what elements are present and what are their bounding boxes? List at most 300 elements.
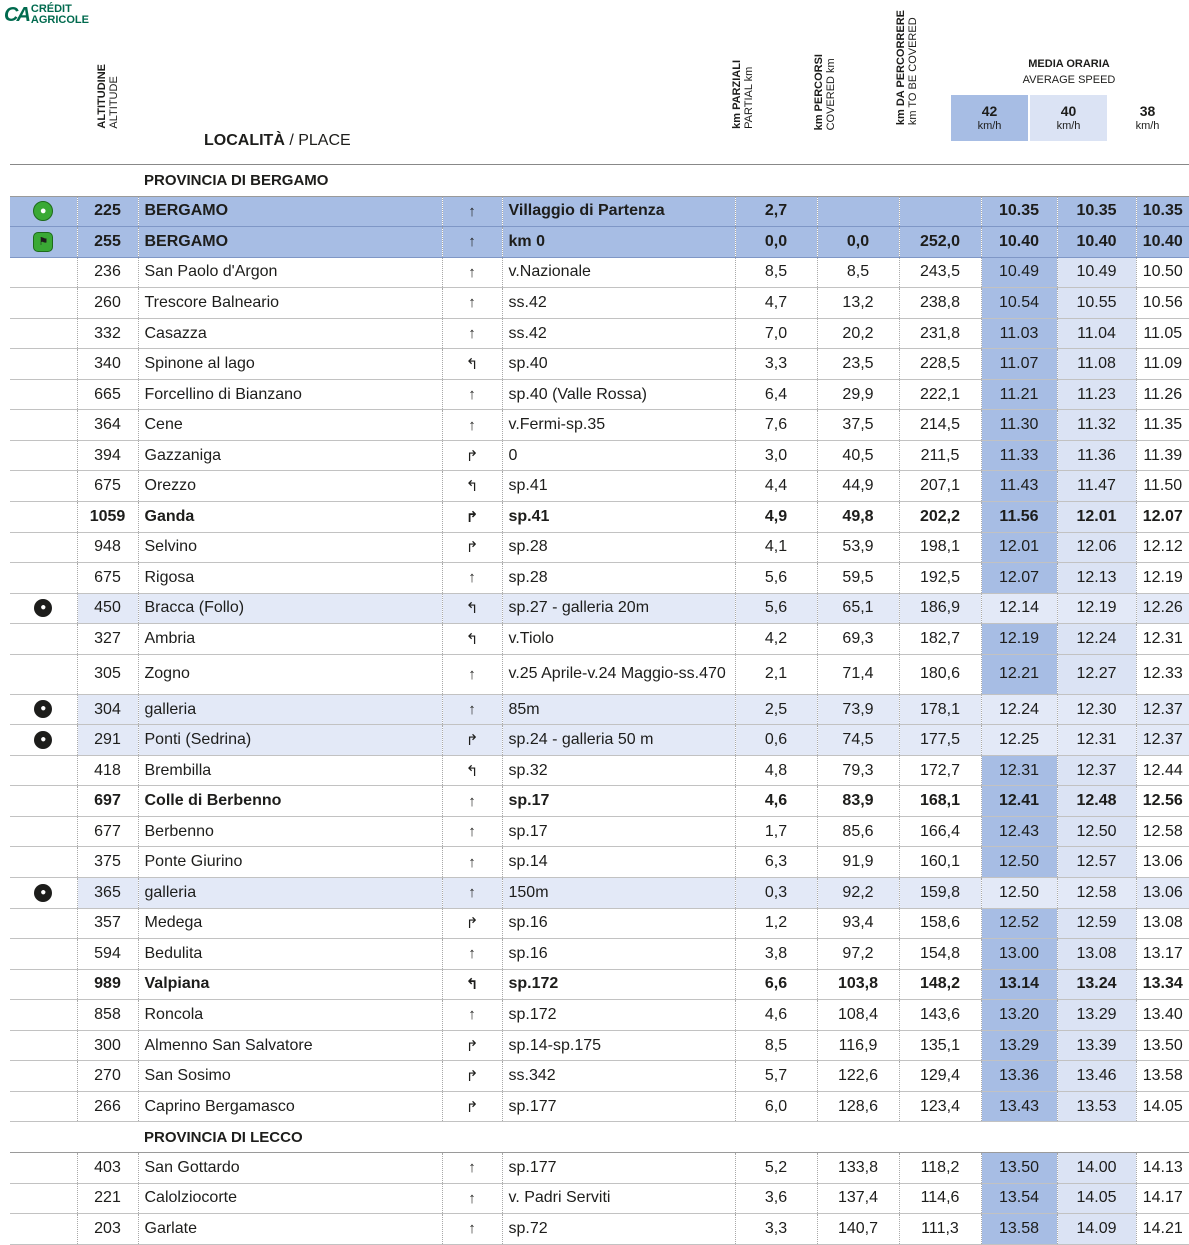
table-row bbox=[10, 227, 1189, 258]
road-cell: sp.177 bbox=[502, 1152, 735, 1183]
road-cell: sp.16 bbox=[502, 908, 735, 939]
km-to-be-covered-cell: 166,4 bbox=[899, 816, 981, 847]
row-icon-cell bbox=[10, 969, 77, 1000]
road-cell: ss.342 bbox=[502, 1061, 735, 1092]
covered-km-cell: 8,5 bbox=[817, 257, 899, 288]
partial-km-cell: 4,2 bbox=[735, 624, 817, 655]
direction-arrow-icon: ↰ bbox=[442, 755, 502, 786]
km-to-be-covered-cell: 111,3 bbox=[899, 1214, 981, 1245]
row-icon-cell bbox=[10, 1152, 77, 1183]
time-42-cell: 13.36 bbox=[981, 1061, 1057, 1092]
table-row bbox=[10, 563, 1189, 594]
road-cell: sp.14 bbox=[502, 847, 735, 878]
road-cell: v.25 Aprile-v.24 Maggio-ss.470 bbox=[502, 654, 735, 694]
altitude-cell: 1059 bbox=[77, 502, 138, 533]
table-row bbox=[10, 196, 1189, 227]
table-row bbox=[10, 878, 1189, 909]
road-cell: v. Padri Serviti bbox=[502, 1183, 735, 1214]
row-icon-cell bbox=[10, 196, 77, 227]
direction-arrow-icon: ↰ bbox=[442, 471, 502, 502]
direction-arrow-icon: ↱ bbox=[442, 725, 502, 756]
place-header: LOCALITÀ / PLACE bbox=[204, 132, 351, 149]
covered-km-cell: 133,8 bbox=[817, 1152, 899, 1183]
partial-km-cell: 2,5 bbox=[735, 694, 817, 725]
time-40-cell: 12.48 bbox=[1057, 786, 1136, 817]
altitude-cell: 450 bbox=[77, 593, 138, 624]
time-42-cell: 12.52 bbox=[981, 908, 1057, 939]
place-cell: Almenno San Salvatore bbox=[138, 1030, 442, 1061]
partial-km-cell: 5,7 bbox=[735, 1061, 817, 1092]
place-cell: Colle di Berbenno bbox=[138, 786, 442, 817]
covered-km-cell: 103,8 bbox=[817, 969, 899, 1000]
altitude-cell: 221 bbox=[77, 1183, 138, 1214]
road-cell: 0 bbox=[502, 440, 735, 471]
speed-40-header: 40 km/h bbox=[1030, 95, 1107, 141]
table-row bbox=[10, 1000, 1189, 1031]
time-40-cell: 12.57 bbox=[1057, 847, 1136, 878]
time-38-cell: 10.40 bbox=[1136, 227, 1189, 258]
time-40-cell: 12.37 bbox=[1057, 755, 1136, 786]
covered-km-cell: 108,4 bbox=[817, 1000, 899, 1031]
partial-km-header: km PARZIALI PARTIAL km bbox=[731, 60, 755, 129]
partial-km-cell: 3,3 bbox=[735, 1214, 817, 1245]
altitude-cell: 394 bbox=[77, 440, 138, 471]
time-38-cell: 14.17 bbox=[1136, 1183, 1189, 1214]
road-cell: sp.16 bbox=[502, 939, 735, 970]
table-row bbox=[10, 379, 1189, 410]
road-cell: ss.42 bbox=[502, 318, 735, 349]
time-40-cell: 10.55 bbox=[1057, 288, 1136, 319]
time-40-cell: 11.23 bbox=[1057, 379, 1136, 410]
km-to-be-covered-cell: 172,7 bbox=[899, 755, 981, 786]
time-42-cell: 11.30 bbox=[981, 410, 1057, 441]
covered-km-cell: 140,7 bbox=[817, 1214, 899, 1245]
table-row bbox=[10, 1152, 1189, 1183]
road-cell: v.Tiolo bbox=[502, 624, 735, 655]
place-cell: Caprino Bergamasco bbox=[138, 1091, 442, 1122]
place-cell: Bracca (Follo) bbox=[138, 593, 442, 624]
tunnel-icon: ● bbox=[34, 700, 52, 718]
row-icon-cell bbox=[10, 725, 77, 756]
km-to-be-covered-cell: 231,8 bbox=[899, 318, 981, 349]
row-icon-cell bbox=[10, 847, 77, 878]
time-42-cell: 13.58 bbox=[981, 1214, 1057, 1245]
place-cell: galleria bbox=[138, 878, 442, 909]
time-40-cell: 11.08 bbox=[1057, 349, 1136, 380]
table-row bbox=[10, 593, 1189, 624]
table-row bbox=[10, 725, 1189, 756]
altitude-cell: 357 bbox=[77, 908, 138, 939]
road-cell: sp.177 bbox=[502, 1091, 735, 1122]
row-icon-cell bbox=[10, 1030, 77, 1061]
row-icon-cell bbox=[10, 563, 77, 594]
altitude-cell: 305 bbox=[77, 654, 138, 694]
table-row bbox=[10, 1091, 1189, 1122]
table-row bbox=[10, 1030, 1189, 1061]
time-42-cell: 11.56 bbox=[981, 502, 1057, 533]
partial-km-cell: 8,5 bbox=[735, 257, 817, 288]
time-38-cell: 12.26 bbox=[1136, 593, 1189, 624]
direction-arrow-icon: ↑ bbox=[442, 288, 502, 319]
road-cell: sp.14-sp.175 bbox=[502, 1030, 735, 1061]
time-42-cell: 11.03 bbox=[981, 318, 1057, 349]
time-38-cell: 13.58 bbox=[1136, 1061, 1189, 1092]
km-to-be-covered-cell: 222,1 bbox=[899, 379, 981, 410]
road-cell: Villaggio di Partenza bbox=[502, 196, 735, 227]
km-to-be-covered-cell: 211,5 bbox=[899, 440, 981, 471]
altitude-cell: 255 bbox=[77, 227, 138, 258]
credit-agricole-logo bbox=[4, 4, 89, 26]
time-38-cell: 11.35 bbox=[1136, 410, 1189, 441]
covered-km-cell: 20,2 bbox=[817, 318, 899, 349]
time-40-cell: 12.06 bbox=[1057, 532, 1136, 563]
partial-km-cell: 5,2 bbox=[735, 1152, 817, 1183]
table-row bbox=[10, 624, 1189, 655]
time-42-cell: 11.21 bbox=[981, 379, 1057, 410]
time-42-cell: 13.20 bbox=[981, 1000, 1057, 1031]
time-42-cell: 10.40 bbox=[981, 227, 1057, 258]
altitude-cell: 327 bbox=[77, 624, 138, 655]
time-38-cell: 13.17 bbox=[1136, 939, 1189, 970]
covered-km-cell: 97,2 bbox=[817, 939, 899, 970]
direction-arrow-icon: ↱ bbox=[442, 532, 502, 563]
road-cell: sp.172 bbox=[502, 1000, 735, 1031]
time-42-cell: 12.31 bbox=[981, 755, 1057, 786]
altitude-cell: 665 bbox=[77, 379, 138, 410]
altitude-header: ALTITUDINE ALTITUDE bbox=[96, 64, 120, 129]
time-42-cell: 11.33 bbox=[981, 440, 1057, 471]
time-38-cell: 14.05 bbox=[1136, 1091, 1189, 1122]
direction-arrow-icon: ↑ bbox=[442, 939, 502, 970]
time-38-cell: 12.31 bbox=[1136, 624, 1189, 655]
partial-km-cell: 8,5 bbox=[735, 1030, 817, 1061]
place-cell: Valpiana bbox=[138, 969, 442, 1000]
time-38-cell: 13.08 bbox=[1136, 908, 1189, 939]
time-42-cell: 13.00 bbox=[981, 939, 1057, 970]
place-cell: San Paolo d'Argon bbox=[138, 257, 442, 288]
km-to-be-covered-cell: 160,1 bbox=[899, 847, 981, 878]
table-row bbox=[10, 786, 1189, 817]
km-to-be-covered-cell: 214,5 bbox=[899, 410, 981, 441]
time-42-cell: 10.54 bbox=[981, 288, 1057, 319]
direction-arrow-icon: ↑ bbox=[442, 816, 502, 847]
altitude-cell: 675 bbox=[77, 563, 138, 594]
covered-km-cell: 49,8 bbox=[817, 502, 899, 533]
altitude-cell: 989 bbox=[77, 969, 138, 1000]
time-38-cell: 10.56 bbox=[1136, 288, 1189, 319]
covered-km-cell: 0,0 bbox=[817, 227, 899, 258]
time-38-cell: 10.50 bbox=[1136, 257, 1189, 288]
covered-km-cell: 116,9 bbox=[817, 1030, 899, 1061]
road-cell: sp.32 bbox=[502, 755, 735, 786]
time-42-cell: 10.35 bbox=[981, 196, 1057, 227]
covered-km-cell: 83,9 bbox=[817, 786, 899, 817]
row-icon-cell bbox=[10, 349, 77, 380]
row-icon-cell bbox=[10, 593, 77, 624]
partial-km-cell: 6,3 bbox=[735, 847, 817, 878]
road-cell: sp.172 bbox=[502, 969, 735, 1000]
time-42-cell: 12.43 bbox=[981, 816, 1057, 847]
covered-km-cell: 85,6 bbox=[817, 816, 899, 847]
time-38-cell: 11.50 bbox=[1136, 471, 1189, 502]
covered-km-cell: 23,5 bbox=[817, 349, 899, 380]
place-cell: Rigosa bbox=[138, 563, 442, 594]
partial-km-cell: 4,6 bbox=[735, 1000, 817, 1031]
altitude-cell: 403 bbox=[77, 1152, 138, 1183]
altitude-cell: 236 bbox=[77, 257, 138, 288]
place-cell: Selvino bbox=[138, 532, 442, 563]
partial-km-cell: 2,7 bbox=[735, 196, 817, 227]
direction-arrow-icon: ↱ bbox=[442, 440, 502, 471]
row-icon-cell bbox=[10, 318, 77, 349]
direction-arrow-icon: ↱ bbox=[442, 908, 502, 939]
partial-km-cell: 6,4 bbox=[735, 379, 817, 410]
table-row bbox=[10, 349, 1189, 380]
time-42-cell: 12.50 bbox=[981, 847, 1057, 878]
time-40-cell: 12.50 bbox=[1057, 816, 1136, 847]
place-cell: Cene bbox=[138, 410, 442, 441]
time-38-cell: 12.07 bbox=[1136, 502, 1189, 533]
partial-km-cell: 4,8 bbox=[735, 755, 817, 786]
partial-km-cell: 3,0 bbox=[735, 440, 817, 471]
road-cell: sp.28 bbox=[502, 563, 735, 594]
place-cell: Brembilla bbox=[138, 755, 442, 786]
row-icon-cell bbox=[10, 532, 77, 563]
partial-km-cell: 1,7 bbox=[735, 816, 817, 847]
time-40-cell: 14.00 bbox=[1057, 1152, 1136, 1183]
province-name: PROVINCIA DI BERGAMO bbox=[138, 166, 1189, 196]
time-40-cell: 12.19 bbox=[1057, 593, 1136, 624]
table-row bbox=[10, 318, 1189, 349]
km-to-be-covered-cell: 180,6 bbox=[899, 654, 981, 694]
road-cell: sp.40 bbox=[502, 349, 735, 380]
km-to-be-covered-cell: 186,9 bbox=[899, 593, 981, 624]
table-row bbox=[10, 969, 1189, 1000]
direction-arrow-icon: ↑ bbox=[442, 1000, 502, 1031]
row-icon-cell bbox=[10, 816, 77, 847]
km-to-be-covered-cell: 148,2 bbox=[899, 969, 981, 1000]
table-row bbox=[10, 1183, 1189, 1214]
partial-km-cell: 0,3 bbox=[735, 878, 817, 909]
km-to-be-covered-cell: 123,4 bbox=[899, 1091, 981, 1122]
direction-arrow-icon: ↰ bbox=[442, 624, 502, 655]
direction-arrow-icon: ↰ bbox=[442, 969, 502, 1000]
row-icon-cell bbox=[10, 410, 77, 441]
direction-arrow-icon: ↰ bbox=[442, 593, 502, 624]
route-timetable bbox=[10, 166, 1189, 1245]
direction-arrow-icon: ↱ bbox=[442, 1061, 502, 1092]
covered-km-cell: 65,1 bbox=[817, 593, 899, 624]
partial-km-cell: 3,3 bbox=[735, 349, 817, 380]
altitude-cell: 203 bbox=[77, 1214, 138, 1245]
direction-arrow-icon: ↑ bbox=[442, 1152, 502, 1183]
row-icon-cell bbox=[10, 1061, 77, 1092]
place-cell: Gazzaniga bbox=[138, 440, 442, 471]
time-42-cell: 12.50 bbox=[981, 878, 1057, 909]
km-to-be-covered-cell: 192,5 bbox=[899, 563, 981, 594]
place-cell: Orezzo bbox=[138, 471, 442, 502]
partial-km-cell: 0,0 bbox=[735, 227, 817, 258]
row-icon-cell bbox=[10, 1214, 77, 1245]
km-to-be-covered-cell: 129,4 bbox=[899, 1061, 981, 1092]
km-to-be-covered-cell: 178,1 bbox=[899, 694, 981, 725]
place-cell: Ambria bbox=[138, 624, 442, 655]
time-38-cell: 12.33 bbox=[1136, 654, 1189, 694]
time-40-cell: 11.36 bbox=[1057, 440, 1136, 471]
direction-arrow-icon: ↑ bbox=[442, 563, 502, 594]
time-42-cell: 13.29 bbox=[981, 1030, 1057, 1061]
road-cell: 85m bbox=[502, 694, 735, 725]
covered-km-cell: 137,4 bbox=[817, 1183, 899, 1214]
covered-km-cell: 44,9 bbox=[817, 471, 899, 502]
partial-km-cell: 3,8 bbox=[735, 939, 817, 970]
covered-km-cell: 37,5 bbox=[817, 410, 899, 441]
km-to-be-covered-cell: 252,0 bbox=[899, 227, 981, 258]
road-cell: sp.40 (Valle Rossa) bbox=[502, 379, 735, 410]
place-cell: San Gottardo bbox=[138, 1152, 442, 1183]
km-to-be-covered-cell: 118,2 bbox=[899, 1152, 981, 1183]
road-cell: v.Fermi-sp.35 bbox=[502, 410, 735, 441]
time-42-cell: 13.43 bbox=[981, 1091, 1057, 1122]
direction-arrow-icon: ↑ bbox=[442, 847, 502, 878]
table-row bbox=[10, 532, 1189, 563]
time-40-cell: 11.47 bbox=[1057, 471, 1136, 502]
direction-arrow-icon: ↑ bbox=[442, 786, 502, 817]
table-row bbox=[10, 654, 1189, 694]
time-42-cell: 11.07 bbox=[981, 349, 1057, 380]
table-row bbox=[10, 410, 1189, 441]
km-to-be-covered-cell: 238,8 bbox=[899, 288, 981, 319]
km-to-be-covered-cell: 177,5 bbox=[899, 725, 981, 756]
time-42-cell: 12.25 bbox=[981, 725, 1057, 756]
road-cell: sp.17 bbox=[502, 786, 735, 817]
covered-km-cell: 59,5 bbox=[817, 563, 899, 594]
altitude-cell: 948 bbox=[77, 532, 138, 563]
table-row bbox=[10, 471, 1189, 502]
km-to-be-covered-cell: 114,6 bbox=[899, 1183, 981, 1214]
place-cell: Casazza bbox=[138, 318, 442, 349]
time-40-cell: 10.49 bbox=[1057, 257, 1136, 288]
partial-km-cell: 5,6 bbox=[735, 593, 817, 624]
covered-km-cell: 92,2 bbox=[817, 878, 899, 909]
time-42-cell: 12.21 bbox=[981, 654, 1057, 694]
start-flag-icon: ⚑ bbox=[33, 232, 53, 252]
time-42-cell: 13.54 bbox=[981, 1183, 1057, 1214]
direction-arrow-icon: ↑ bbox=[442, 196, 502, 227]
road-cell: sp.27 - galleria 20m bbox=[502, 593, 735, 624]
bike-icon: ● bbox=[33, 201, 53, 221]
km-to-be-covered-cell: 182,7 bbox=[899, 624, 981, 655]
direction-arrow-icon: ↑ bbox=[442, 410, 502, 441]
time-40-cell: 12.13 bbox=[1057, 563, 1136, 594]
table-row bbox=[10, 939, 1189, 970]
row-icon-cell bbox=[10, 379, 77, 410]
time-40-cell: 12.01 bbox=[1057, 502, 1136, 533]
place-cell: Ganda bbox=[138, 502, 442, 533]
table-row bbox=[10, 1214, 1189, 1245]
row-icon-cell bbox=[10, 227, 77, 258]
partial-km-cell: 7,6 bbox=[735, 410, 817, 441]
brand-name: CRÉDIT AGRICOLE bbox=[30, 3, 89, 26]
place-cell: Bedulita bbox=[138, 939, 442, 970]
table-row bbox=[10, 847, 1189, 878]
covered-km-cell: 73,9 bbox=[817, 694, 899, 725]
road-cell: sp.41 bbox=[502, 502, 735, 533]
direction-arrow-icon: ↑ bbox=[442, 654, 502, 694]
km-to-be-covered-cell: 143,6 bbox=[899, 1000, 981, 1031]
place-cell: San Sosimo bbox=[138, 1061, 442, 1092]
row-icon-cell bbox=[10, 624, 77, 655]
row-icon-cell bbox=[10, 257, 77, 288]
place-cell: Zogno bbox=[138, 654, 442, 694]
partial-km-cell: 0,6 bbox=[735, 725, 817, 756]
table-row bbox=[10, 440, 1189, 471]
time-40-cell: 12.30 bbox=[1057, 694, 1136, 725]
partial-km-cell: 4,4 bbox=[735, 471, 817, 502]
covered-km-cell: 13,2 bbox=[817, 288, 899, 319]
km-to-be-covered-cell bbox=[899, 196, 981, 227]
row-icon-cell bbox=[10, 1183, 77, 1214]
time-38-cell: 12.37 bbox=[1136, 694, 1189, 725]
direction-arrow-icon: ↰ bbox=[442, 349, 502, 380]
row-icon-cell bbox=[10, 288, 77, 319]
partial-km-cell: 3,6 bbox=[735, 1183, 817, 1214]
brand-mark-icon: CA bbox=[4, 4, 29, 26]
row-icon-cell bbox=[10, 755, 77, 786]
place-cell: Berbenno bbox=[138, 816, 442, 847]
km-to-be-covered-cell: 168,1 bbox=[899, 786, 981, 817]
time-40-cell: 13.53 bbox=[1057, 1091, 1136, 1122]
time-38-cell: 12.37 bbox=[1136, 725, 1189, 756]
direction-arrow-icon: ↑ bbox=[442, 1214, 502, 1245]
time-40-cell: 12.58 bbox=[1057, 878, 1136, 909]
place-cell: Trescore Balneario bbox=[138, 288, 442, 319]
place-cell: Ponti (Sedrina) bbox=[138, 725, 442, 756]
row-icon-cell bbox=[10, 908, 77, 939]
altitude-cell: 270 bbox=[77, 1061, 138, 1092]
altitude-cell: 291 bbox=[77, 725, 138, 756]
time-38-cell: 11.26 bbox=[1136, 379, 1189, 410]
time-38-cell: 13.34 bbox=[1136, 969, 1189, 1000]
province-header-row bbox=[10, 1122, 1189, 1153]
road-cell: 150m bbox=[502, 878, 735, 909]
time-38-cell: 12.19 bbox=[1136, 563, 1189, 594]
km-to-be-covered-header: km DA PERCORRERE km TO BE COVERED bbox=[895, 10, 919, 126]
time-40-cell: 10.40 bbox=[1057, 227, 1136, 258]
time-40-cell: 12.31 bbox=[1057, 725, 1136, 756]
time-38-cell: 10.35 bbox=[1136, 196, 1189, 227]
altitude-cell: 858 bbox=[77, 1000, 138, 1031]
table-row bbox=[10, 1061, 1189, 1092]
covered-km-cell: 128,6 bbox=[817, 1091, 899, 1122]
altitude-cell: 677 bbox=[77, 816, 138, 847]
partial-km-cell: 5,6 bbox=[735, 563, 817, 594]
time-38-cell: 14.21 bbox=[1136, 1214, 1189, 1245]
direction-arrow-icon: ↑ bbox=[442, 257, 502, 288]
time-38-cell: 11.39 bbox=[1136, 440, 1189, 471]
place-cell: Roncola bbox=[138, 1000, 442, 1031]
time-38-cell: 12.44 bbox=[1136, 755, 1189, 786]
covered-km-cell: 122,6 bbox=[817, 1061, 899, 1092]
table-row bbox=[10, 755, 1189, 786]
covered-km-cell: 74,5 bbox=[817, 725, 899, 756]
time-42-cell: 12.24 bbox=[981, 694, 1057, 725]
time-40-cell: 14.05 bbox=[1057, 1183, 1136, 1214]
direction-arrow-icon: ↑ bbox=[442, 878, 502, 909]
place-cell: galleria bbox=[138, 694, 442, 725]
direction-arrow-icon: ↑ bbox=[442, 1183, 502, 1214]
covered-km-cell: 40,5 bbox=[817, 440, 899, 471]
